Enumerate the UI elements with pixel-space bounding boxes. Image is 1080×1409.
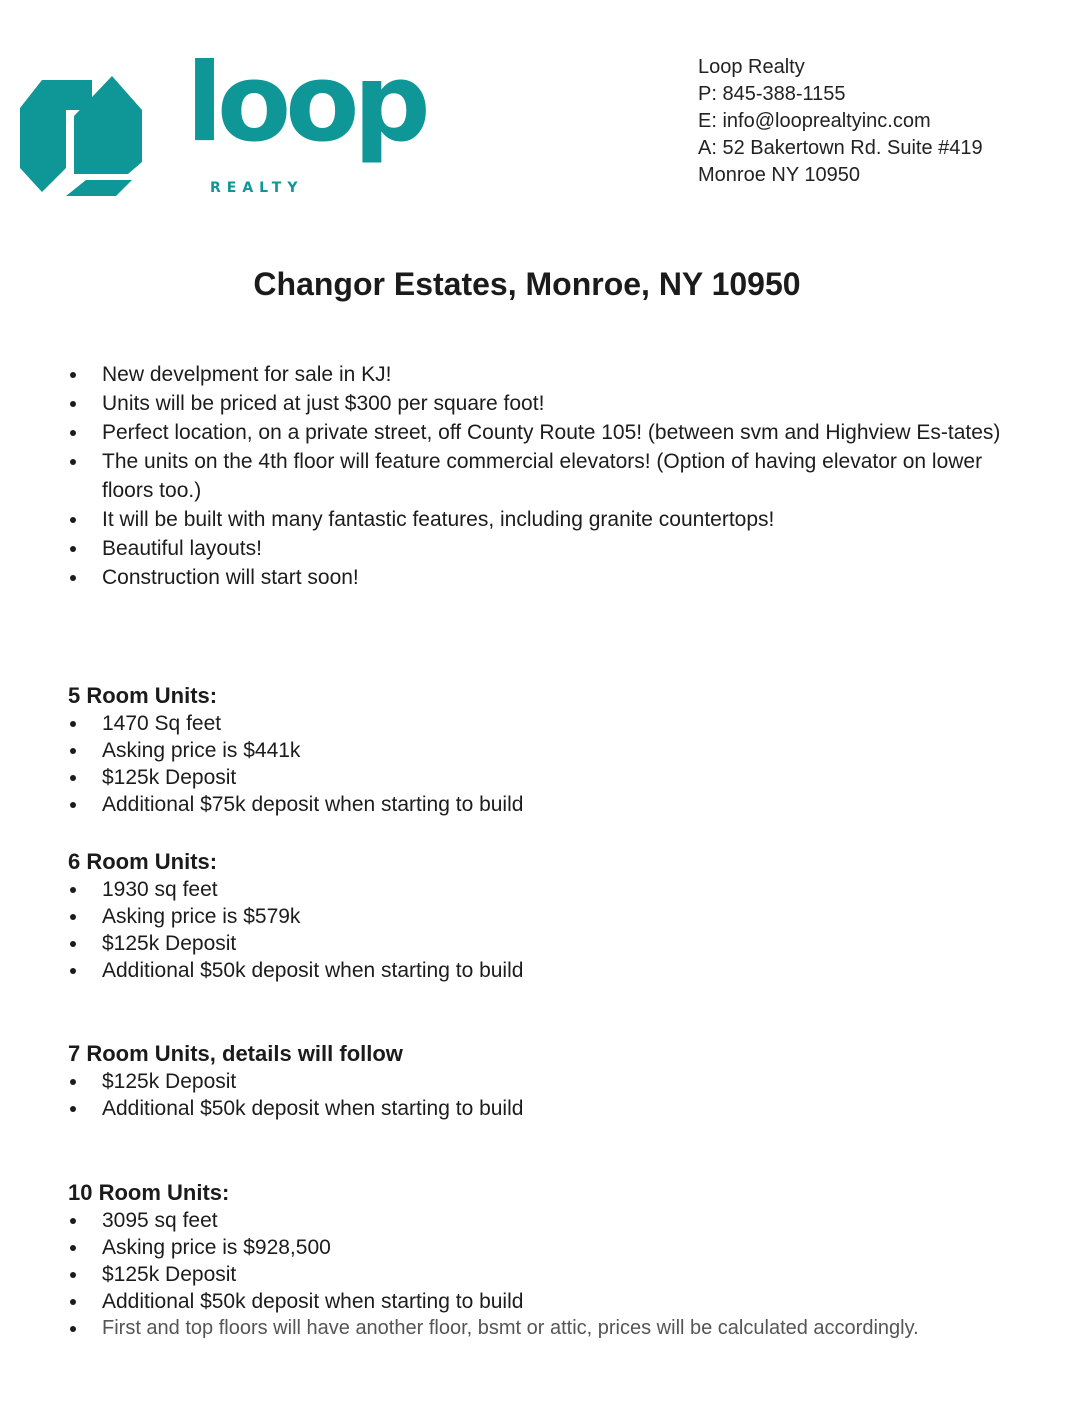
section-7-room [68,1040,968,1122]
list-item: Additional $50k deposit when starting to build [68,957,968,984]
list-item: Asking price is $928,500 [68,1234,968,1261]
list-item: 3095 sq feet [68,1207,968,1234]
list-item: Asking price is $579k [68,903,968,930]
list-item: $125k Deposit [68,930,968,957]
section-5-room [68,682,968,818]
list-item: $125k Deposit [68,1068,968,1095]
list-item: Units will be priced at just $300 per square foot! [68,389,1008,418]
list-item: Additional $75k deposit when starting to build [68,791,968,818]
intro-list [68,360,1008,592]
list-item: Additional $50k deposit when starting to build [68,1095,968,1122]
list-item-note: First and top floors will have another floor, bsmt or attic, prices will be calculated accordingly. [68,1315,968,1342]
list-item: Perfect location, on a private street, off County Route 105! (between svm and Highview Es-tates) [68,418,1008,447]
loop-realty-logo [20,41,425,202]
loop-logo-icon [20,72,144,200]
section-10-room [68,1179,968,1342]
contact-block [698,54,983,189]
list-item: The units on the 4th floor will feature commercial elevators! (Option of having elevator on lower floors too.) [68,447,1008,505]
list-item: $125k Deposit [68,764,968,791]
section-6-room [68,848,968,984]
contact-phone: P: 845-388-1155 [698,83,846,105]
logo-subtitle: REALTY [210,180,304,196]
list-item: Construction will start soon! [68,563,1008,592]
logo-wordmark: loop [186,41,425,166]
list-item: New develpment for sale in KJ! [68,360,1008,389]
contact-city: Monroe NY 10950 [698,164,860,186]
section-heading: 10 Room Units: [68,1180,230,1205]
page-title: Changor Estates, Monroe, NY 10950 [253,266,801,302]
list-item: 1930 sq feet [68,876,968,903]
contact-name: Loop Realty [698,56,805,78]
list-item: $125k Deposit [68,1261,968,1288]
section-heading: 6 Room Units: [68,849,218,874]
list-item: Additional $50k deposit when starting to build [68,1288,968,1315]
list-item: Beautiful layouts! [68,534,1008,563]
section-heading: 5 Room Units: [68,683,218,708]
contact-address: A: 52 Bakertown Rd. Suite #419 [698,137,983,159]
list-item: It will be built with many fantastic features, including granite countertops! [68,505,1008,534]
list-item: Asking price is $441k [68,737,968,764]
contact-email: E: info@looprealtyinc.com [698,110,931,132]
list-item: 1470 Sq feet [68,710,968,737]
section-heading: 7 Room Units, details will follow [68,1041,403,1066]
